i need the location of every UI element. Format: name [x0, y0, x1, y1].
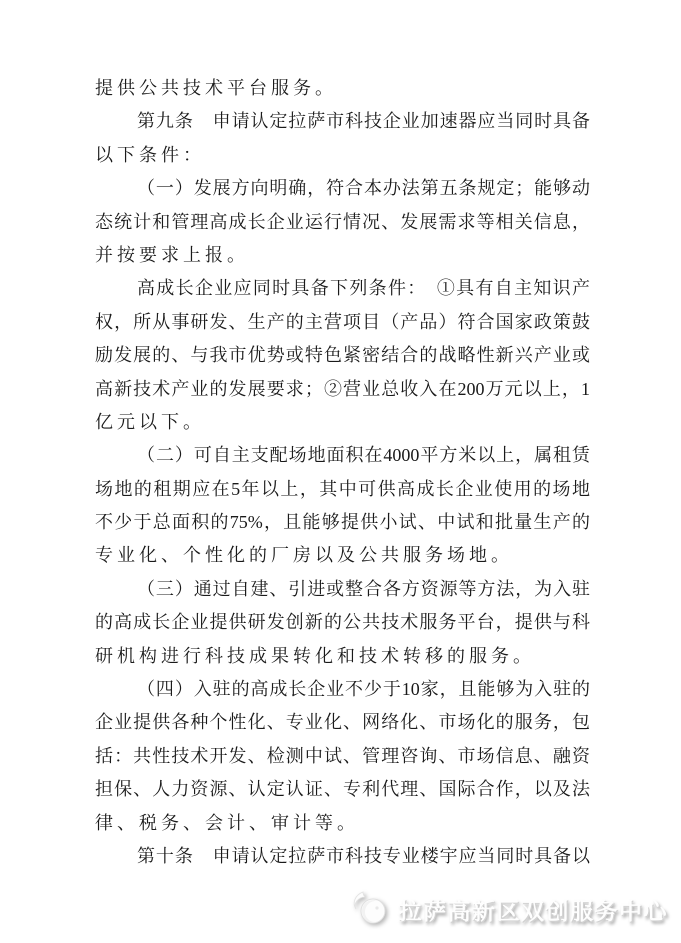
text-line: 高新技术产业的发展要求；②营业总收入在200万元以上，1: [95, 378, 590, 399]
watermark-text: 拉萨高新区双创服务中心: [398, 897, 668, 924]
text-line: 担保、人力资源、认定认证、专利代理、国际合作，以及法: [95, 779, 590, 800]
text-line: 亿元以下。: [95, 411, 205, 432]
watermark: [350, 889, 669, 929]
text-line: 权，所从事研发、生产的主营项目（产品）符合国家政策鼓: [95, 311, 590, 332]
text-line: 律、税务、会计、审计等。: [95, 812, 359, 833]
text-line: 高成长企业应同时具备下列条件： ①具有自主知识产: [137, 278, 590, 299]
document-text-block: [95, 72, 590, 873]
article-9-heading-line: 第九条 申请认定拉萨市科技企业加速器应当同时具备: [137, 111, 590, 132]
clause-2-line: （二）可自主支配场地面积在4000平方米以上，属租赁: [137, 445, 590, 466]
clause-3-line: （三）通过自建、引进或整合各方资源等方法，为入驻: [137, 578, 590, 599]
text-line: 励发展的、与我市优势或特色紧密结合的战略性新兴产业或: [95, 345, 590, 366]
text-line: 括：共性技术开发、检测中试、管理咨询、市场信息、融资: [95, 745, 590, 766]
text-line: 企业提供各种个性化、专业化、网络化、市场化的服务，包: [95, 712, 590, 733]
clause-4-line: （四）入驻的高成长企业不少于10家，且能够为入驻的: [137, 679, 590, 700]
text-line: 专业化、个性化的厂房以及公共服务场地。: [95, 545, 513, 566]
text-line: 的高成长企业提供研发创新的公共技术服务平台，提供与科: [95, 612, 590, 633]
text-line: 以下条件：: [95, 144, 205, 165]
text-line: 态统计和管理高成长企业运行情况、发展需求等相关信息，: [95, 211, 590, 232]
clause-1-line: （一）发展方向明确，符合本办法第五条规定；能够动: [137, 178, 590, 199]
text-line: 提供公共技术平台服务。: [95, 78, 337, 98]
text-line: 场地的租期应在5年以上，其中可供高成长企业使用的场地: [95, 478, 590, 499]
article-10-heading-line: 第十条 申请认定拉萨市科技专业楼宇应当同时具备以: [137, 845, 590, 866]
text-line: 研机构进行科技成果转化和技术转移的服务。: [95, 645, 535, 666]
service-center-logo-icon: [350, 889, 392, 929]
text-line: 并按要求上报。: [95, 244, 249, 265]
text-line: 不少于总面积的75%，且能够提供小试、中试和批量生产的: [95, 512, 590, 533]
